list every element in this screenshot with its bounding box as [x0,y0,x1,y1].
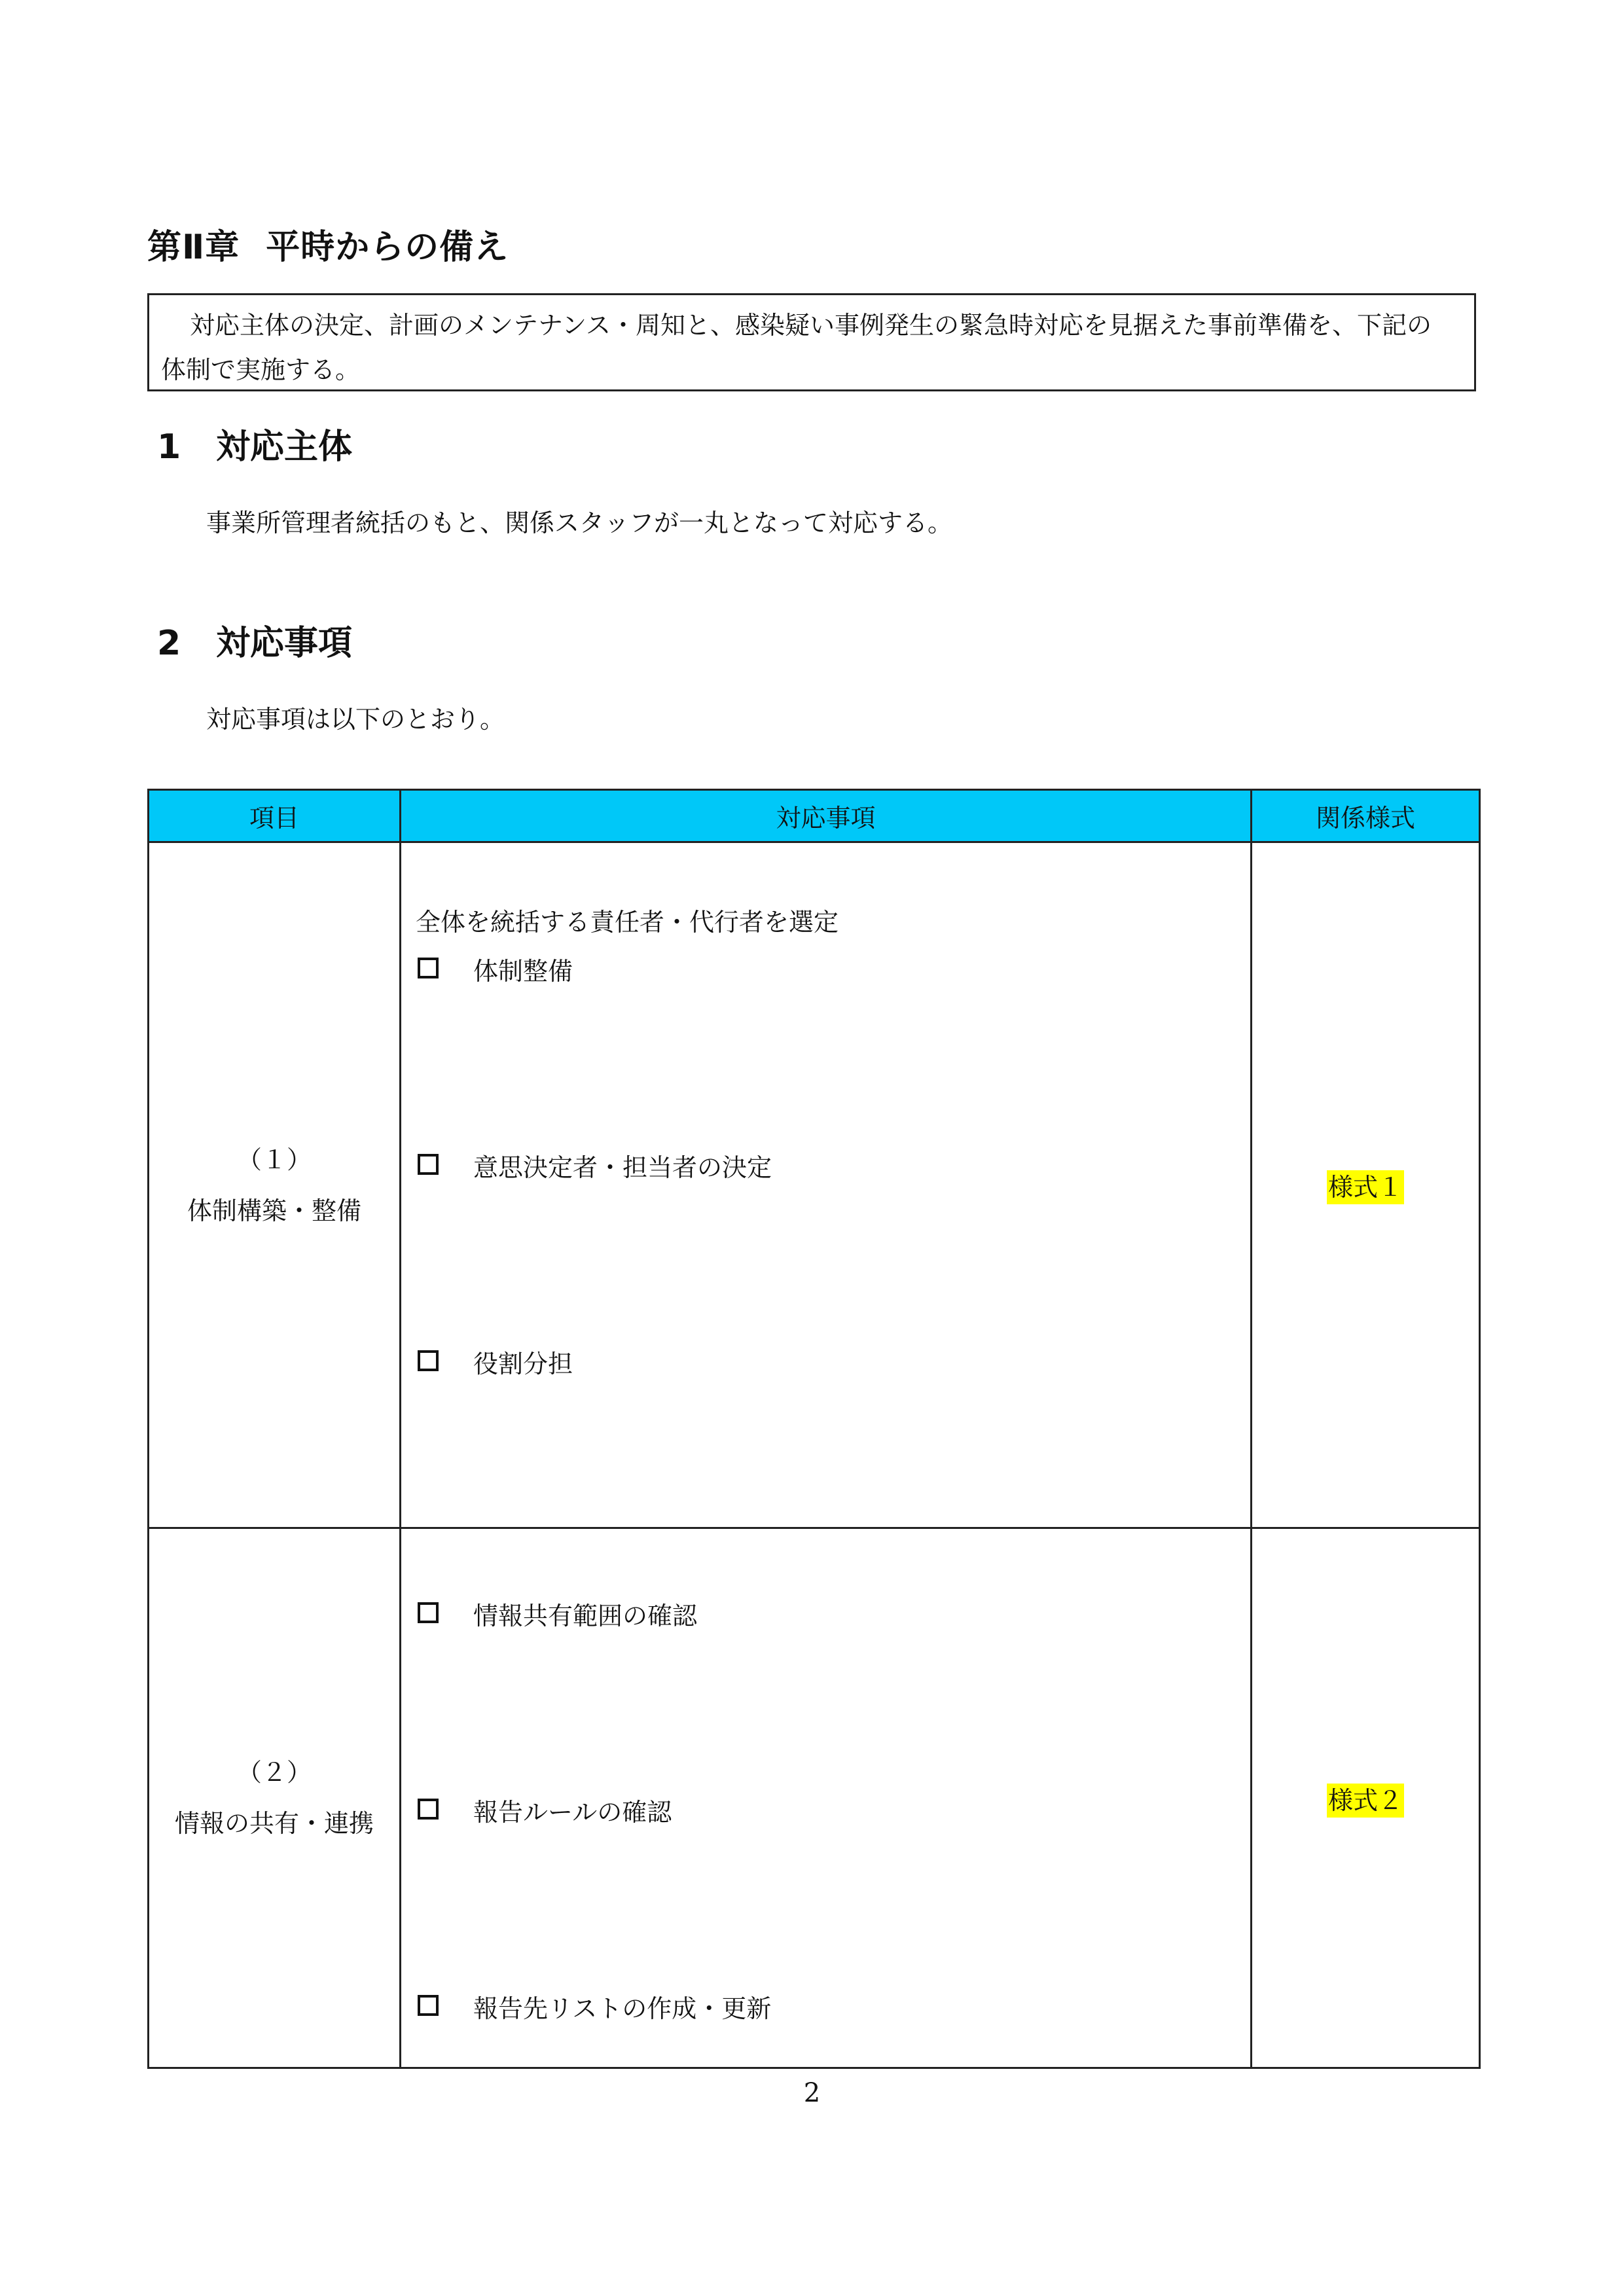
section-1-body-serif: 事業所管理者 [206,509,356,537]
item-name: 情報の共有・連携 [174,1809,374,1838]
checkbox-icon [418,1154,439,1175]
table-row [149,842,1480,1528]
checkbox-icon [418,1350,439,1371]
item-number: （１） [236,1145,312,1174]
chapter-label: 第Ⅱ章 [147,228,240,267]
table-header-row [149,790,1480,842]
checkbox-icon [418,958,439,978]
chapter-title-text: 平時からの備え [266,228,509,267]
header-actions: 対応事項 [401,790,1252,842]
section-heading-2 [157,615,352,664]
form-reference: 様式２ [1327,1784,1404,1818]
section-heading-1 [157,419,352,468]
table-row [149,1528,1480,2068]
chapter-title [147,219,509,268]
checkbox-icon [418,1602,439,1623]
section-1-body-rest: 統括のもと、関係スタッフが一丸となって対応する。 [355,509,953,537]
forms-cell [1252,842,1480,1528]
checklist-item: 体制整備 [473,957,573,986]
intro-line-1: 対応主体の決定、計画のメンテナンス・周知と、感染疑い事例発生の緊急時対応を見据えた事前準備を、下記の [190,311,1432,340]
checkbox-icon [418,1995,439,2016]
item-number: （２） [236,1758,312,1787]
response-items-table [147,789,1481,2069]
section-title: 対応主体 [216,427,353,467]
checklist-item: 意思決定者・担当者の決定 [473,1153,772,1182]
section-1-body [206,503,952,539]
checklist-item: 情報共有範囲の確認 [473,1602,698,1630]
intro-box [147,293,1476,391]
intro-line-2: 体制で実施する。 [161,355,361,384]
section-number: 1 [157,427,181,467]
page-number: 2 [803,2078,821,2108]
header-item: 項目 [149,790,401,842]
item-cell [149,842,401,1528]
header-forms: 関係様式 [1252,790,1480,842]
actions-cell [401,842,1252,1528]
checklist-item: 役割分担 [473,1350,573,1378]
checklist-item: 報告先リストの作成・更新 [473,1994,772,2023]
intro-line: 全体を統括する責任者・代行者を選定 [416,908,839,937]
checkbox-icon [418,1799,439,1820]
section-title: 対応事項 [216,624,353,663]
section-2-body: 対応事項は以下のとおり。 [206,705,505,734]
checklist-item: 報告ルールの確認 [473,1798,672,1827]
actions-cell [401,1528,1252,2068]
item-cell [149,1528,401,2068]
forms-cell [1252,1528,1480,2068]
item-name: 体制構築・整備 [187,1196,361,1225]
form-reference: 様式１ [1327,1170,1404,1204]
section-number: 2 [157,624,181,663]
